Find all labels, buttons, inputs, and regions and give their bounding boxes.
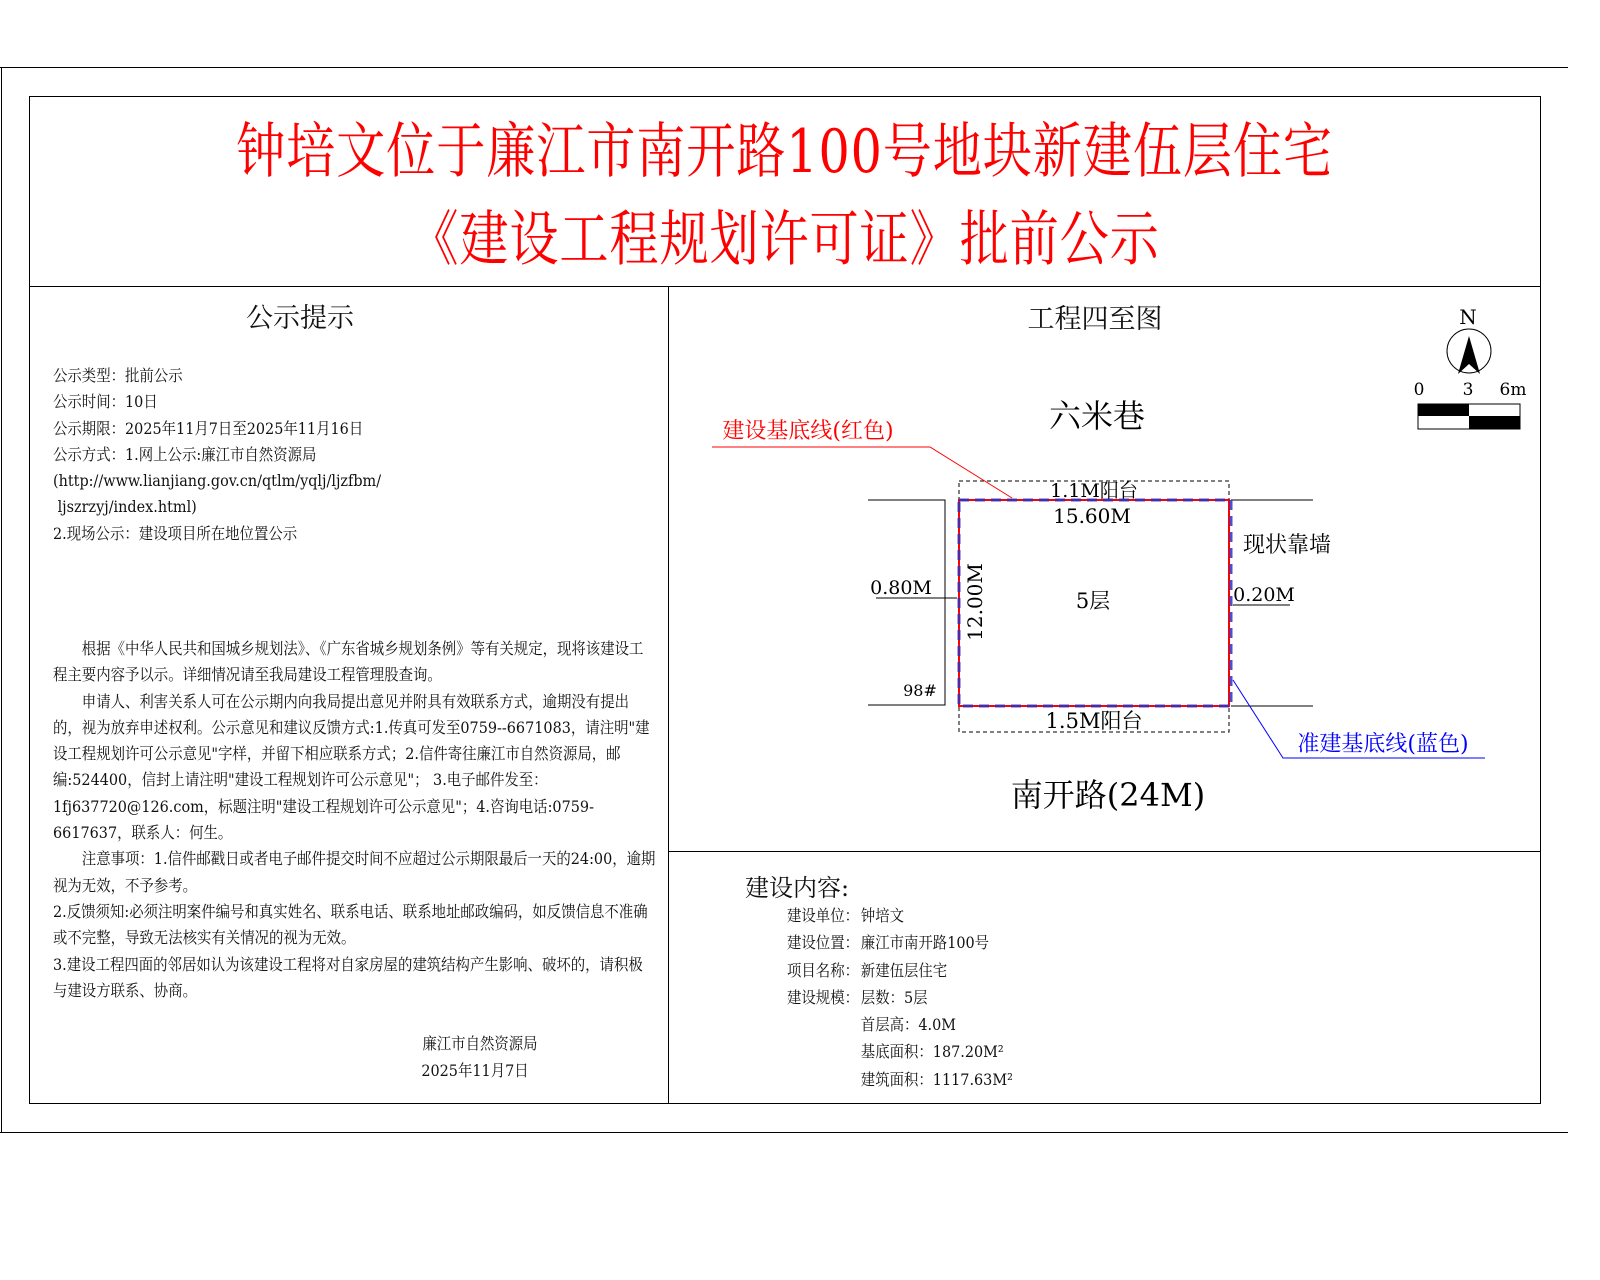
info-line: 公示方式：1.网上公示:廉江市自然资源局 (53, 444, 317, 464)
map-heading: 工程四至图 (1027, 304, 1163, 335)
info-line: 公示类型：批前公示 (53, 366, 183, 385)
content-row: 建设位置： 廉江市南开路100号 (787, 933, 990, 953)
north-arrow-icon (1458, 336, 1480, 374)
info-line-url[interactable]: ljszrzyj/index.html) (53, 497, 197, 517)
info-line: 公示时间：10日 (53, 392, 158, 412)
paragraph: 2.反馈须知:必须注明案件编号和真实姓名、联系电话、联系地址邮政编码，如反馈信息不准确或不完整，导致无法核实有关情况的视为无效。 (53, 901, 648, 948)
content-heading: 建设内容: (745, 874, 850, 902)
west-neighbor-outline (868, 500, 945, 705)
paragraph: 根据《中华人民共和国城乡规划法》、《广东省城乡规划条例》等有关规定，现将该建设工程主要内容予以示。详细情况请至我局建设工程管理股查询。 (53, 639, 644, 685)
west-setback: 0.80M (870, 577, 932, 599)
scale-label: 3 (1462, 380, 1474, 400)
page-title-line1: 钟培文位于廉江市南开路100号地块新建伍层住宅 (236, 117, 1333, 187)
page-title-line2: 《建设工程规划许可证》批前公示 (409, 205, 1160, 275)
content-list (787, 902, 1013, 1093)
south-road-label: 南开路(24M) (1010, 776, 1206, 814)
content-row: 基底面积：187.20M² (860, 1042, 1004, 1062)
notice-heading: 公示提示 (246, 303, 354, 334)
south-balcony-label: 1.5M阳台 (1045, 709, 1143, 733)
floors-label: 5层 (1075, 589, 1111, 613)
paragraph: 申请人、利害关系人可在公示期内向我局提出意见并附具有效联系方式，逾期没有提出的，视为放弃申述权利。公示意见和建议反馈方式:1.传真可发至0759--6671083，请注明"建设工程规划许可公示意见"字样，并留下相应联系方式；2.信件寄往廉江市自然资源局，邮编:524400，信封上请注明"建设工程规划许可公示意见"； 3.电子邮件发至：1fj637720@126.com，标题注明"建设工程规划许可公示意见"；4.咨询电话:0759-6617637，联系人：何生。 (53, 691, 650, 843)
content-row: 首层高：4.0M (860, 1015, 957, 1035)
content-row: 项目名称： 新建伍层住宅 (787, 960, 948, 980)
north-label: N (1459, 305, 1477, 329)
issuer: 廉江市自然资源局 (422, 1034, 538, 1053)
north-balcony-label: 1.1M阳台 (1050, 480, 1138, 502)
north-road-label: 六米巷 (1048, 397, 1146, 435)
content-row: 建设单位： 钟培文 (787, 906, 905, 925)
paragraph: 注意事项：1.信件邮戳日或者电子邮件提交时间不应超过公示期限最后一天的24:00，逾期视为无效，不予参考。 (53, 849, 656, 895)
red-legend: 建设基底线(红色) (722, 419, 894, 444)
paragraph: 3.建设工程四面的邻居如认为该建设工程将对自家房屋的建筑结构产生影响、破坏的，请积极与建设方联系、协商。 (53, 954, 643, 1000)
west-neighbor-label: 98# (903, 681, 937, 700)
red-leader-line (712, 447, 1012, 498)
east-setback: 0.20M (1233, 584, 1295, 606)
content-row: 建筑面积：1117.63M² (860, 1069, 1013, 1089)
info-line-url[interactable]: (http://www.lianjiang.gov.cn/qtlm/yqlj/ljzfbm/ (53, 471, 382, 491)
issue-date: 2025年11月7日 (421, 1061, 529, 1080)
info-line: 2.现场公示：建设项目所在地位置公示 (53, 523, 298, 543)
scale-label: 0 (1413, 380, 1425, 400)
width-dimension: 15.60M (1053, 504, 1131, 528)
scale-label: 6m (1499, 380, 1527, 400)
east-neighbor-label: 现状靠墙 (1242, 533, 1332, 558)
info-line: 公示期限：2025年11月7日至2025年11月16日 (53, 418, 364, 438)
depth-dimension: 12.00M (963, 563, 987, 641)
content-row: 建设规模： 层数：5层 (787, 987, 928, 1007)
blue-legend: 准建基底线(蓝色) (1297, 732, 1469, 757)
